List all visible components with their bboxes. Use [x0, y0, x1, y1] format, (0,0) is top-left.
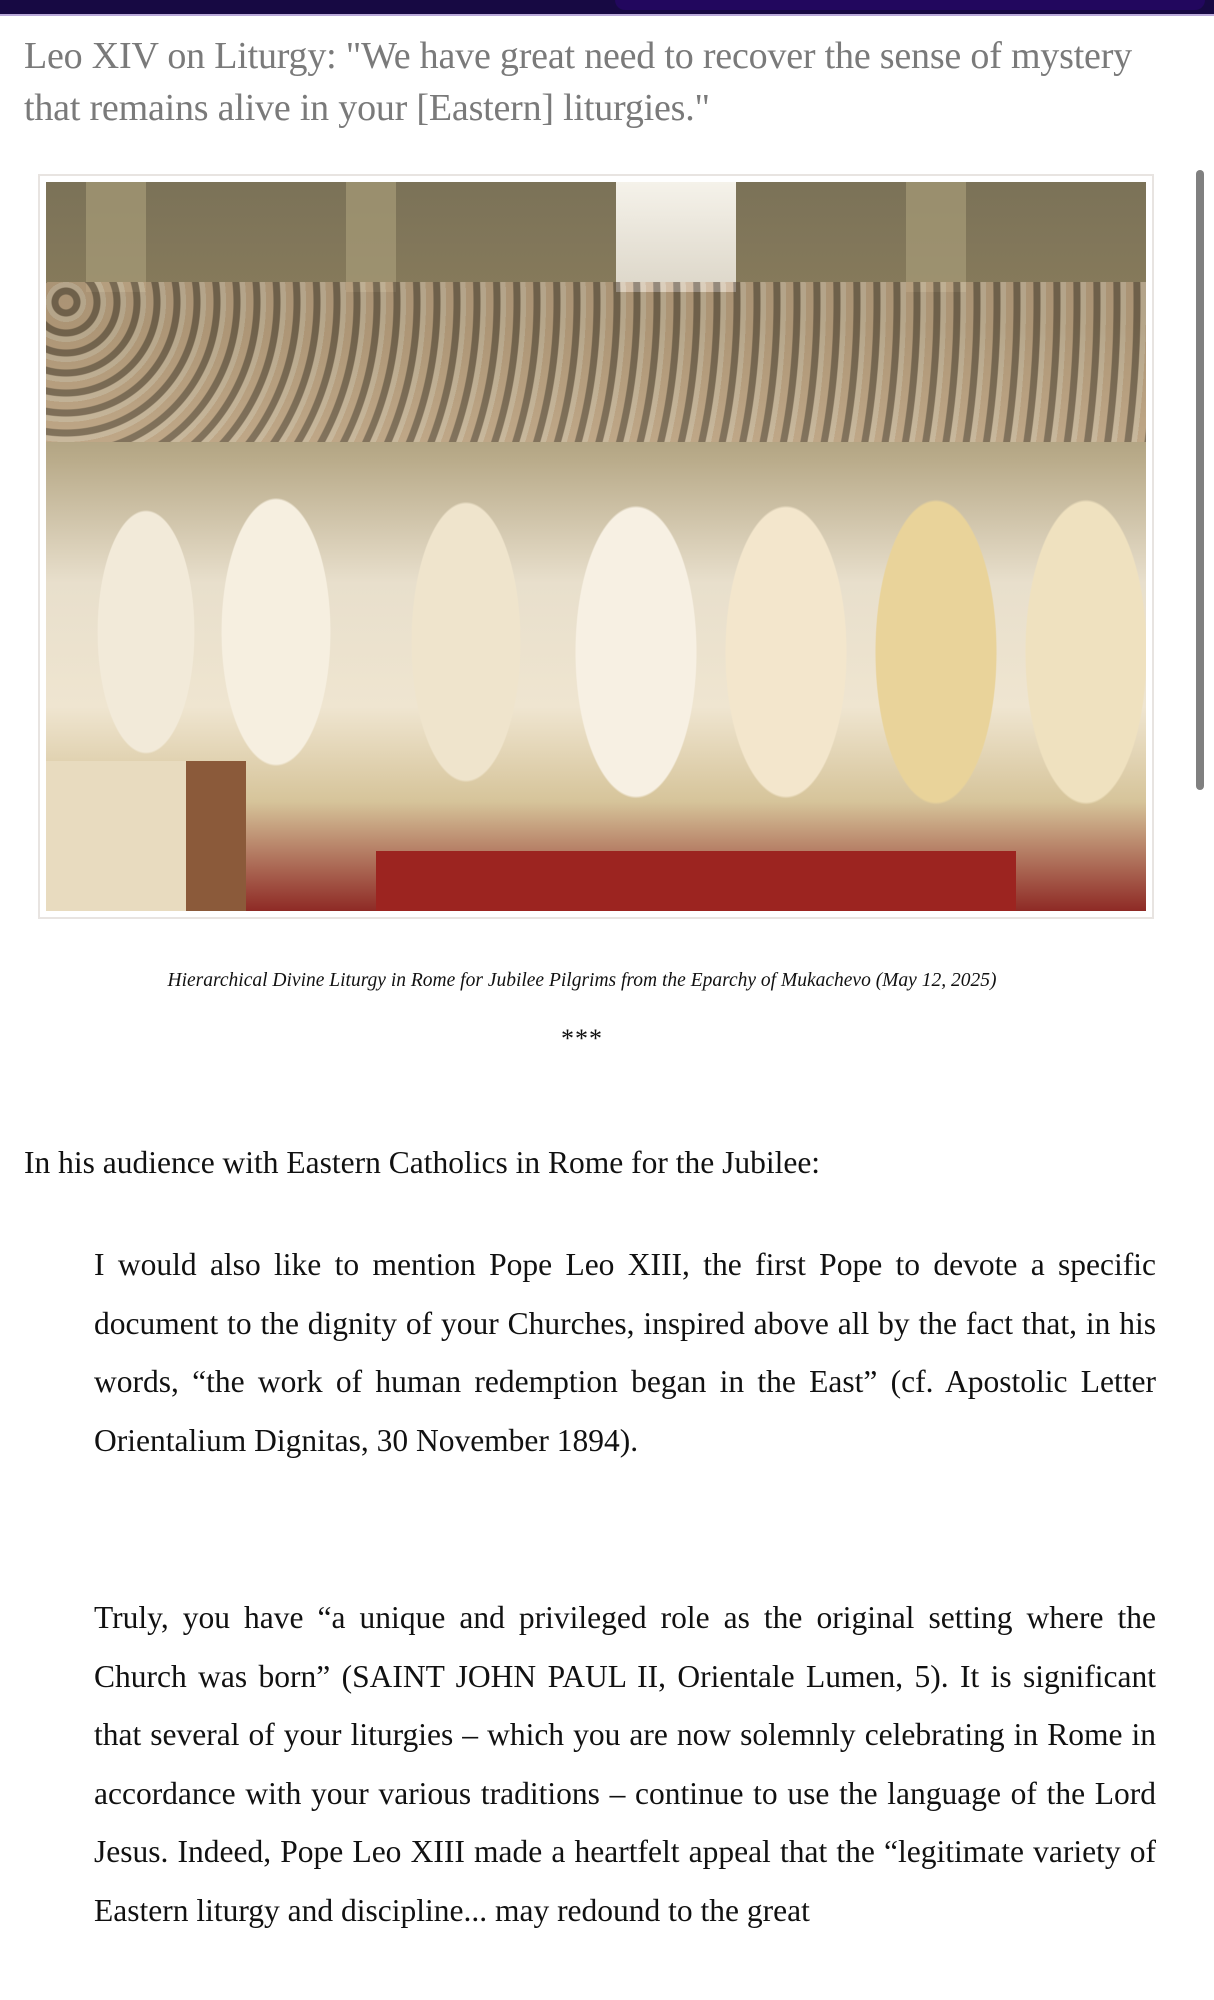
- photo-detail: [616, 182, 736, 292]
- quote-paragraph: Truly, you have “a unique and privileged role as the original setting where the Church was born” (SAINT JOHN PAUL II, Orientale Lumen, 5). It is significant that several of your liturgies – which you are now solemnly celebrating in Rome in accordance with your various traditions – continue to use the language of the Lord Jesus. Indeed, Pope Leo XIII made a heartfelt appeal that the “legitimate variety of Eastern liturgy and discipline... may redound to the great: [94, 1600, 1156, 1928]
- figure-caption: Hierarchical Divine Liturgy in Rome for Jubilee Pilgrims from the Eparchy of Mukachevo (May 12, 2025): [167, 970, 997, 991]
- page-title: Leo XIV on Liturgy: "We have great need to recover the sense of mystery that remains alive in your [Eastern] liturgies.": [24, 35, 1132, 129]
- photo-detail: [86, 182, 146, 292]
- photo-detail: [906, 182, 966, 292]
- vertical-scrollbar[interactable]: [1196, 170, 1204, 790]
- photo-detail: [46, 761, 246, 911]
- address-bar-edge[interactable]: [615, 0, 1205, 10]
- photo-detail: [376, 851, 1016, 911]
- section-separator: ***: [561, 1024, 603, 1053]
- article-figure: [38, 174, 1154, 919]
- browser-top-bar: [0, 0, 1214, 16]
- liturgy-photo: [46, 182, 1146, 911]
- intro-paragraph: In his audience with Eastern Catholics in Rome for the Jubilee:: [24, 1145, 821, 1180]
- photo-detail: [346, 182, 396, 292]
- quote-paragraph: I would also like to mention Pope Leo XIII, the first Pope to devote a specific document to the dignity of your Churches, inspired above all by the fact that, in his words, “the work of human redemption began in the East” (cf. Apostolic Letter Orientalium Dignitas, 30 November 1894).: [94, 1247, 1156, 1458]
